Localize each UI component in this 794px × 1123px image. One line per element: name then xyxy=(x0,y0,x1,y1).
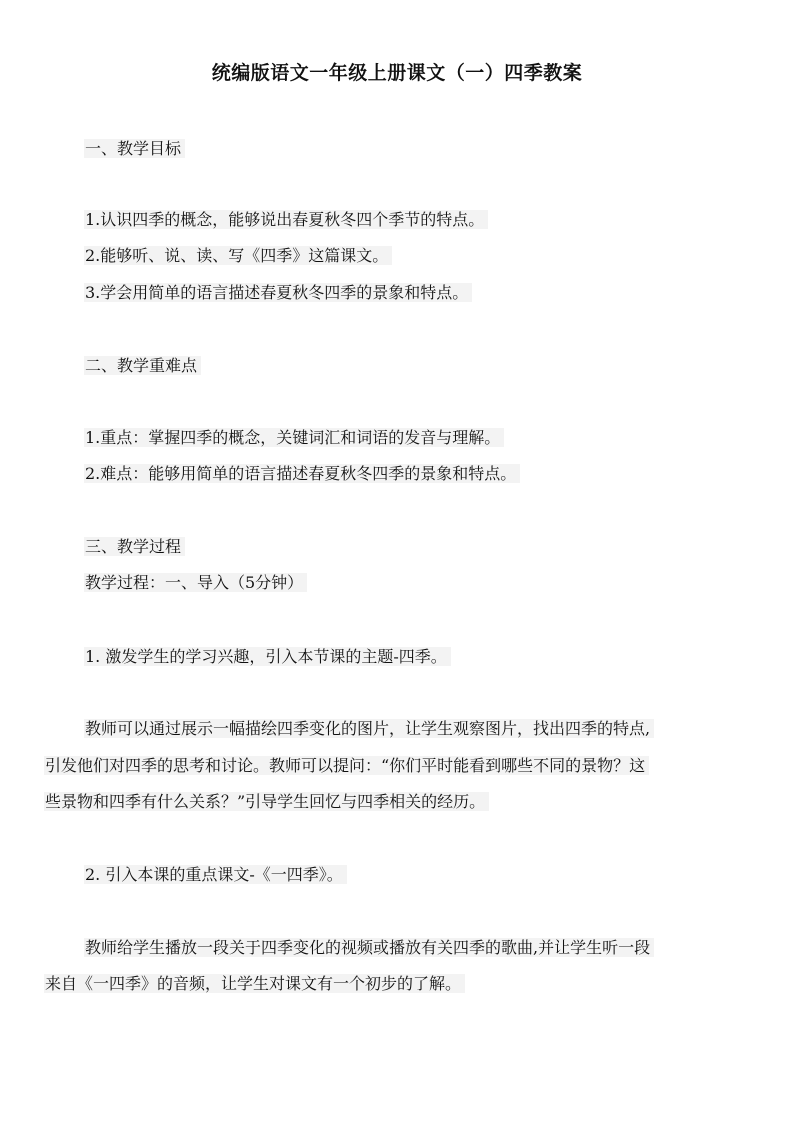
paragraph-line: 引发他们对四季的思考和讨论。教师可以提问：“你们平时能看到哪些不同的景物？这 xyxy=(44,756,649,775)
document-title: 统编版语文一年级上册课文（一）四季教案 xyxy=(211,62,583,84)
paragraph-line: 来自《一四季》的音频，让学生对课文有一个初步的了解。 xyxy=(44,974,465,993)
paragraph-line: 些景物和四季有什么关系？”引导学生回忆与四季相关的经历。 xyxy=(44,792,489,811)
section-heading-process: 三、教学过程 xyxy=(84,537,185,556)
goal-item: 2.能够听、说、读、写《四季》这篇课文。 xyxy=(84,246,392,265)
section-heading-key-points: 二、教学重难点 xyxy=(84,356,201,375)
process-step-1: 1. 激发学生的学习兴趣，引入本节课的主题-四季。 xyxy=(84,647,451,666)
key-point-item: 1.重点：掌握四季的概念，关键词汇和词语的发音与理解。 xyxy=(84,428,504,447)
process-step-2: 2. 引入本课的重点课文-《一四季》。 xyxy=(84,865,347,884)
key-point-item: 2.难点：能够用简单的语言描述春夏秋冬四季的景象和特点。 xyxy=(84,464,520,483)
paragraph-line: 教师可以通过展示一幅描绘四季变化的图片，让学生观察图片，找出四季的特点, xyxy=(84,719,654,738)
process-subheading: 教学过程：一、导入（5分钟） xyxy=(84,573,307,592)
goal-item: 1.认识四季的概念，能够说出春夏秋冬四个季节的特点。 xyxy=(84,210,488,229)
goal-item: 3.学会用简单的语言描述春夏秋冬四季的景象和特点。 xyxy=(84,283,472,302)
paragraph-line: 教师给学生播放一段关于四季变化的视频或播放有关四季的歌曲,并让学生听一段 xyxy=(84,938,654,957)
section-heading-goals: 一、教学目标 xyxy=(84,139,185,158)
